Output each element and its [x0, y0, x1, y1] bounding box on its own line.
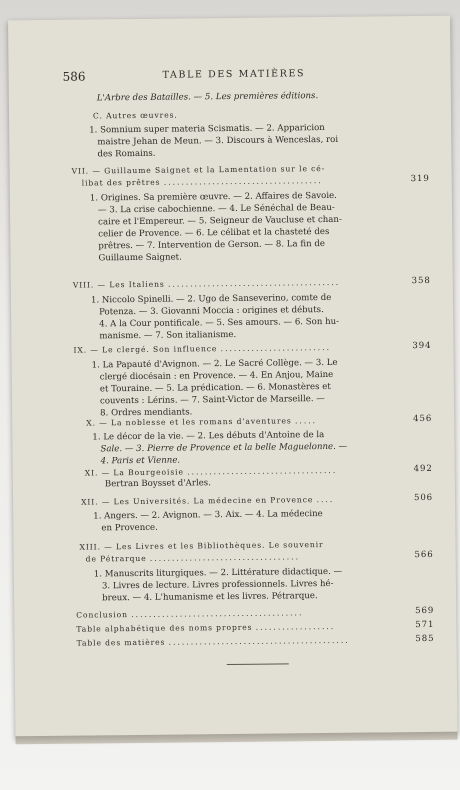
toc-line: 1. Niccolo Spinelli. — 2. Ugo de Sanseverino, comte de [90, 292, 332, 306]
toc-line: 1. La Papauté d'Avignon. — 2. Le Sacré Collège. — 3. Le [91, 357, 338, 371]
toc-chapter-heading: de Pétrarque .................................. 566 [85, 549, 434, 564]
toc-line: breux. — 4. L'humanisme et les livres. Pétrarque. [102, 591, 318, 604]
toc-back-matter: Conclusion ....................................... 569 [76, 605, 435, 620]
toc-line: manisme. — 7. Son italianisme. [99, 329, 237, 342]
toc-back-matter: Table alphabétique des noms propres .................. 571 [76, 619, 435, 634]
toc-line: 4. Paris et Vienne. [100, 455, 181, 467]
toc-back-matter: Table des matières ......................................... 585 [76, 633, 435, 648]
toc-chapter-heading: IX. — Le clergé. Son influence ......................... 394 [73, 340, 432, 355]
toc-line: Sale. — 3. Pierre de Provence et la belle Maguelonne. — [100, 441, 348, 455]
toc-line: 8. Ordres mendiants. [100, 407, 193, 419]
toc-page-ref: 569 [415, 605, 435, 617]
end-rule [227, 663, 289, 665]
toc-line: Potenza. — 3. Giovanni Moccia : origines et débuts. [99, 305, 324, 318]
toc-line: caire et l'Empereur. — 5. Seigneur de Vaucluse et chan- [98, 214, 342, 228]
toc-line: celier de Provence. — 6. Le célibat et la chasteté des [98, 226, 330, 240]
toc-line: 1. Origines. Sa première œuvre. — 2. Affaires de Savoie. [89, 190, 337, 204]
toc-content [71, 90, 435, 648]
toc-page-ref: 319 [410, 173, 430, 185]
running-title: TABLE DES MATIÈRES [162, 68, 306, 81]
toc-chapter-heading: VIII. — Les Italiens ....................................... 358 [72, 275, 431, 290]
toc-line: des Romains. [97, 148, 156, 160]
toc-chapter-heading: X. — La noblesse et les romans d'aventures ..... 456 [86, 413, 433, 428]
toc-subheading: C. Autres œuvres. [92, 110, 178, 121]
toc-page-ref: 394 [412, 340, 432, 352]
toc-chapter-heading: XIII. — Les Livres et les Bibliothèques. Le souvenir [79, 540, 324, 552]
toc-line: couvents : Lérins. — 7. Saint-Victor de Marseille. — [99, 394, 325, 407]
toc-line: maistre Jehan de Meun. — 3. Discours à Wenceslas, roi [97, 134, 339, 148]
toc-chapter-heading: XII. — Les Universités. La médecine en Provence .... 506 [81, 492, 434, 507]
toc-line: 3. Livres de lecture. Livres professionnels. Livres hé- [101, 578, 334, 592]
toc-line: Guillaume Saignet. [98, 252, 182, 264]
toc-page-ref: 585 [415, 633, 435, 645]
toc-line: clergé diocésain : en Provence. — 4. En Anjou, Maine [99, 369, 334, 383]
book-page [8, 16, 457, 739]
toc-page-ref: 358 [411, 275, 431, 287]
toc-line: en Provence. [101, 522, 158, 534]
toc-line: 1. Somnium super materia Scismatis. — 2. Apparicion [89, 123, 325, 136]
toc-chapter-heading: libat des prêtres .................................... 319 [81, 173, 430, 188]
toc-line: 4. A la Cour pontificale. — 5. Ses amours. — 6. Son hu- [99, 316, 340, 330]
toc-line: 1. Angers. — 2. Avignon. — 3. Aix. — 4. La médecine [93, 509, 323, 522]
toc-line: L'Arbre des Batailles. — 5. Les premières éditions. [96, 91, 319, 104]
toc-page-ref: 571 [415, 619, 435, 631]
toc-page-ref: 456 [413, 413, 433, 425]
toc-line: — 3. La crise cabochienne. — 4. Le Sénéchal de Beau- [97, 202, 335, 216]
toc-line: 1. Le décor de la vie. — 2. Les débuts d'Antoine de la [92, 430, 325, 443]
toc-page-ref: 506 [413, 492, 434, 504]
toc-chapter-heading: XI. — La Bourgeoisie .................................. 492 [84, 463, 433, 478]
toc-page-ref: 566 [414, 549, 434, 561]
page-header [63, 66, 423, 86]
toc-page-ref: 492 [413, 463, 433, 475]
page-number: 586 [62, 69, 86, 84]
toc-line: et Touraine. — 5. La prédication. — 6. Monastères et [99, 381, 331, 395]
toc-line: prêtres. — 7. Intervention de Gerson. — 8. La fin de [98, 239, 325, 252]
toc-chapter-heading: VII. — Guillaume Saignet et la Lamentation sur le cé- [71, 164, 326, 176]
toc-line: Bertran Boysset d'Arles. [104, 478, 211, 490]
toc-line: 1. Manuscrits liturgiques. — 2. Littérature didactique. — [93, 566, 343, 580]
